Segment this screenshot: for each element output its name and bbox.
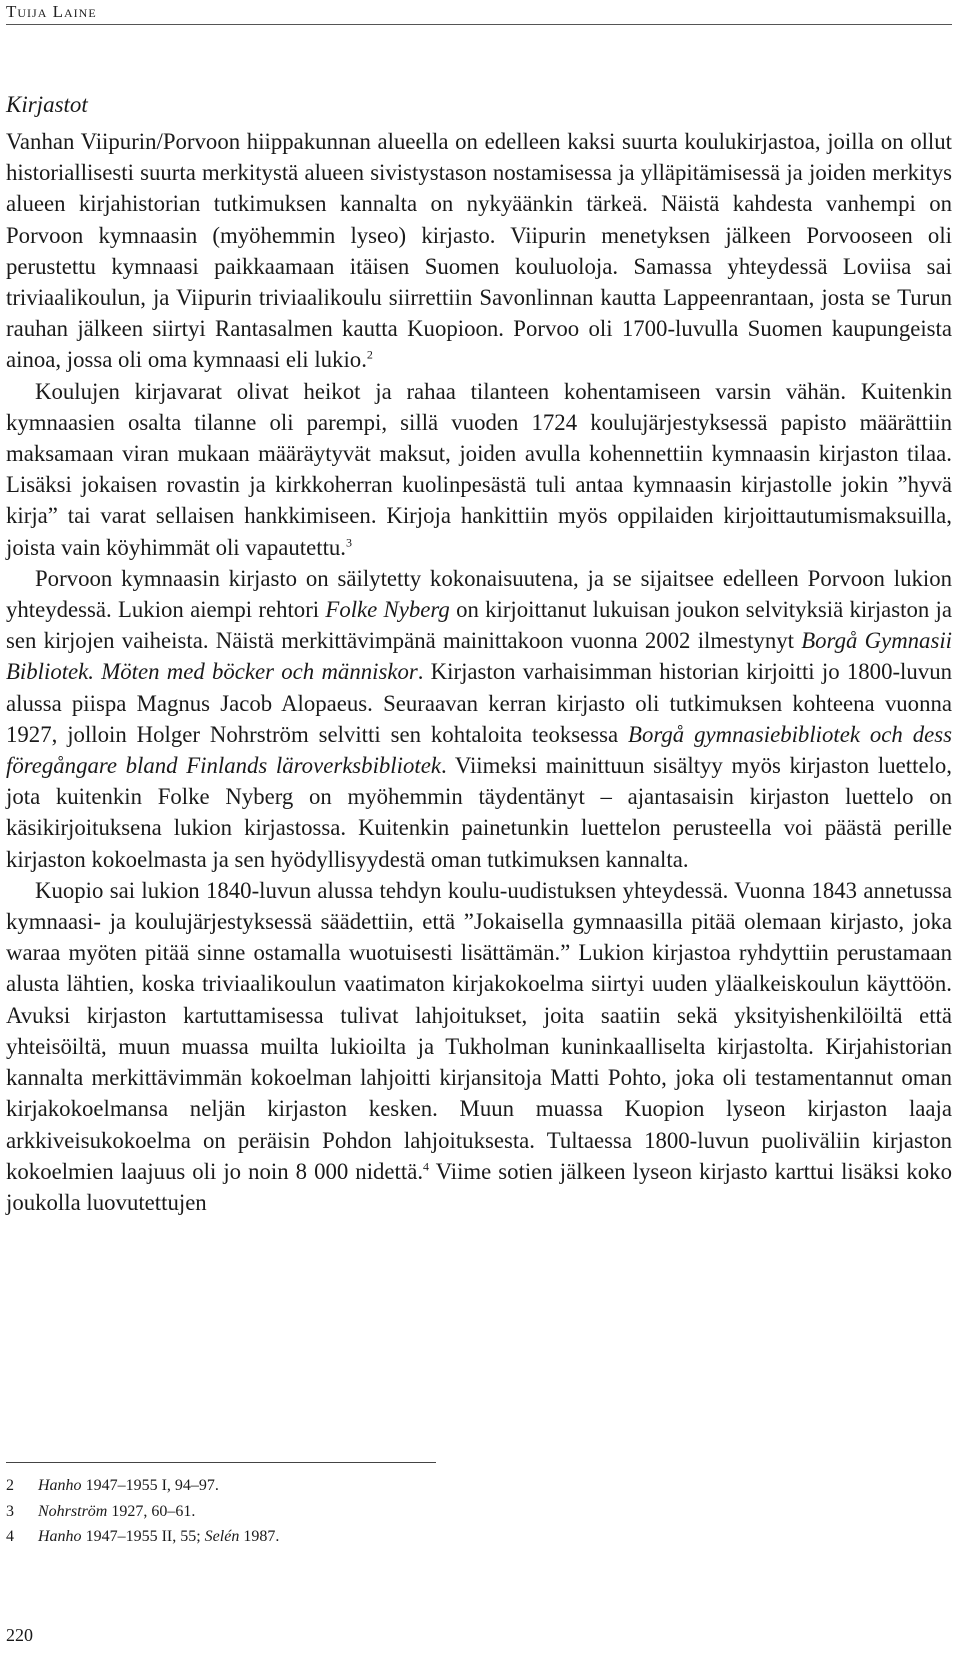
- footnote-marker: 2: [366, 347, 373, 362]
- footnote-author-2: Selén: [204, 1528, 240, 1545]
- italic-title: Folke Nyberg: [325, 597, 450, 623]
- footnote-author: Hanho: [38, 1528, 82, 1545]
- footnote-number: 3: [6, 1502, 14, 1520]
- footnote-text: [38, 1499, 195, 1525]
- paragraph-2: [6, 376, 952, 563]
- running-head: Tuija Laine: [6, 2, 97, 21]
- paragraph-1: [6, 126, 952, 376]
- text-run: . Viimeksi mainittuun sisältyy myös kirjaston luettelo, jota kuitenkin Folke Nyberg on myöhemmin täydentänyt – ajantasaisin kirjaston luettelo on käsikirjoituksena lukion kirjastossa. Kuitenkin painetunkin luettelon perusteella voi päästä perille kirjaston kokoelmasta ja sen hyödyllisyydestä oman tutkimuksen kannalta.: [6, 753, 952, 872]
- footnote-number: 4: [6, 1528, 14, 1545]
- header-rule: [6, 24, 952, 25]
- footnotes: [6, 1473, 906, 1550]
- italic-title: Borgå Gymnasii Bibliotek. Möten med böcker och människor: [6, 628, 952, 685]
- text-run: . Kirjaston varhaisimman historian kirjoitti jo 1800-luvun alussa piispa Magnus Jacob Alopaeus. Seuraavan kerran kirjasto oli tutkimuksen kohteena vuonna 1927, jolloin Holger Nohrström selvitti sen kohtaloita teoksessa: [6, 659, 952, 747]
- footnote-number: 2: [6, 1477, 14, 1494]
- footnote-reference-2: 1987.: [239, 1528, 280, 1545]
- italic-title: Borgå gymnasiebibliotek och dess föregångare bland Finlands läroverksbibliotek: [6, 721, 952, 779]
- footnote-author: Nohrström: [38, 1502, 108, 1520]
- footnote-reference: 1927, 60–61.: [107, 1502, 196, 1520]
- text-run: Porvoon kymnaasin kirjasto on säilytetty kokonaisuutena, ja se sijaitsee edelleen Porvoon lukion yhteydessä. Lukion aiempi rehtori: [6, 565, 952, 623]
- footnote-rule: [6, 1462, 436, 1463]
- footnote-3: [6, 1499, 906, 1525]
- footnote-author: Hanho: [38, 1477, 82, 1494]
- text-run: Vanhan Viipurin/Porvoon hiippakunnan alueella on edelleen kaksi suurta koulukirjastoa, joilla on ollut historiallisesti suurta merkitystä alueen sivistystason nostamisessa ja ylläpitämisessä ja joiden merkitys alueen kirjahistorian tutkimuksen kannalta on nykyäänkin tärkeä. Näistä kahdesta vanhempi on Porvoon kymnaasin (myöhemmin lyseo) kirjasto. Viipurin menetyksen jälkeen Porvooseen oli perustettu kymnaasi paikkaamaan itäisen Suomen kouluoloja. Samassa yhteydessä Loviisa sai triviaalikoulun, ja Viipurin triviaalikoulu siirrettiin Savonlinnan kautta Lappeenrantaan, josta se Turun rauhan jälkeen siirtyi Rantasalmen kautta Kuopioon. Porvoo oli 1700-luvulla Suomen kaupungeista ainoa, jossa oli oma kymnaasi eli lukio.: [6, 129, 952, 373]
- footnote-text: [38, 1473, 219, 1499]
- body-text: [6, 126, 952, 1218]
- text-run: Koulujen kirjavarat olivat heikot ja rahaa tilanteen kohentamiseen varsin vähän. Kuitenkin kymnaasien osalta tilanne oli parempi, sillä vuoden 1724 koulujärjestyksessä papisto määrättiin maksamaan viran mukaan määräytyvät maksut, joiden avulla kohennettiin kymnaasin kirjaston tilaa. Lisäksi jokaisen rovastin ja kirkkoherran kuolinpesästä tuli antaa kymnaasin kirjastolle jokin ”hyvä kirja” tai varat sellaisen hankkimiseen. Kirjoja hankittiin myös oppilaiden kirjoittautumismaksuilla, joista vain köyhimmät oli vapautettu.: [6, 378, 952, 560]
- section-title: Kirjastot: [6, 92, 88, 117]
- paragraph-3: [6, 563, 952, 875]
- footnote-4: [6, 1524, 906, 1550]
- footnote-reference: 1947–1955 II, 55;: [81, 1528, 205, 1545]
- text-run: Kuopio sai lukion 1840-luvun alussa tehdyn koulu-uudistuksen yhteydessä. Vuonna 1843 annetussa kymnaasi- ja koulujärjestyksessä säädettiin, että ”Jokaisella gymnaasilla pitää olemaan kirjasto, joka waraa myöten pitää sinne ostamalla wuotuisesti lisättämän.” Lukion kirjastoa ryhdyttiin perustamaan alusta lähtien, koska triviaalikoulun vaatimaton kirjakokoelma siirtyi uuden yläalkeiskoulun käyttöön. Avuksi kirjaston kartuttamisessa tulivat lahjoitukset, joita saatiin sekä yksityishenkilöiltä että yhteisöiltä, muun muassa muilta lukioilta ja Tukholman kuninkaalliselta kirjastolta. Kirjahistorian kannalta merkittävimmän kokoelman lahjoitti kirjansitoja Matti Pohto, joka oli testamentannut oman kirjakokoelmansa neljän kirjaston kesken. Muun muassa Kuopion lyseon kirjaston laaja arkkiveisukokoelma on peräisin Pohdon lahjoituksesta. Tultaessa 1800-luvun puoliväliin kirjaston kokoelmien laajuus oli jo noin 8 000 nidettä.: [6, 877, 952, 1184]
- paragraph-4: [6, 875, 952, 1218]
- footnote-marker: 3: [346, 535, 352, 550]
- text-run: Viime sotien jälkeen lyseon kirjasto karttui lisäksi koko joukolla luovutettujen: [6, 1158, 952, 1215]
- footnote-2: [6, 1473, 906, 1499]
- page-number: 220: [6, 1625, 33, 1645]
- text-run: on kirjoittanut lukuisan joukon selvityksiä kirjaston ja sen kirjojen vaiheista. Näistä merkittävimpänä mainittakoon vuonna 2002 ilmestynyt: [6, 597, 952, 654]
- footnote-text: [38, 1524, 279, 1550]
- footnote-reference: 1947–1955 I, 94–97.: [81, 1477, 219, 1494]
- footnote-marker: 4: [423, 1159, 430, 1174]
